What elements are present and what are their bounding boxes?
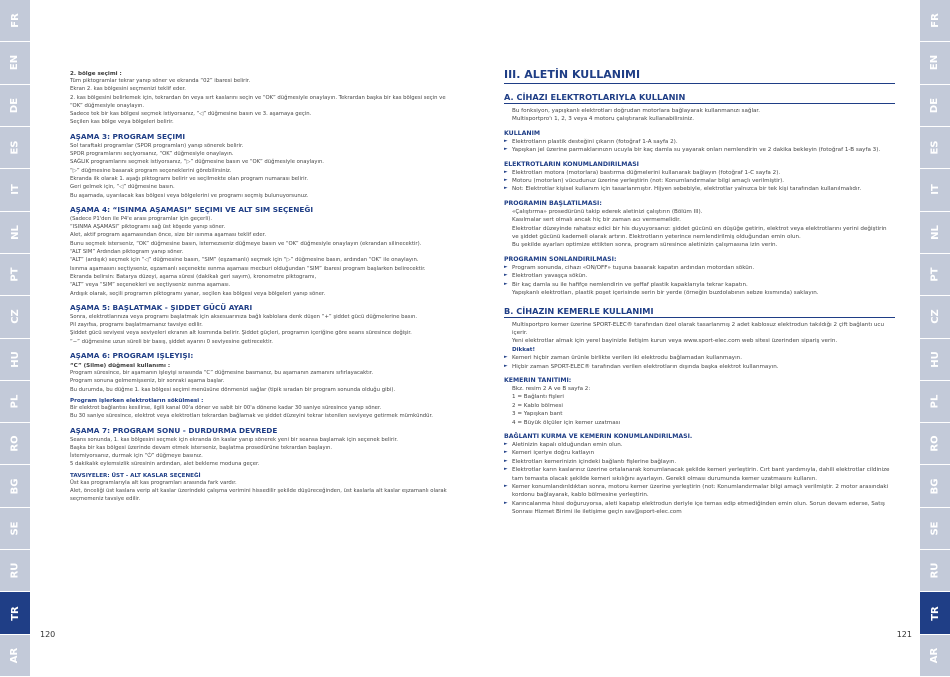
subsection-heading: PROGRAMIN SONLANDIRILMASI: — [504, 255, 617, 263]
language-tab-label: EN — [9, 55, 21, 71]
section-title: AŞAMA 7: PROGRAM SONU - DURDURMA DEVREDE — [70, 425, 278, 435]
paragraph: Geri gelmek için, “◁” düğmesine basın. — [70, 184, 175, 191]
language-tab-ru[interactable] — [920, 550, 950, 592]
paragraph: 3 = Yapışkan bant — [512, 411, 563, 418]
language-tab-label: DE — [9, 97, 21, 113]
bullet-item: ► Motoru (motorları) vücudunuz üzerine yerleştirin (not: Konumlandırmalar bilgi amaçlı verilmiştir). — [504, 177, 895, 185]
language-tab-label: AR — [929, 647, 941, 664]
paragraph: Yeni elektrotlar almak için yerel bayinizle iletişim kurun veya www.sport-elec.com web sitesi üzerinden sipariş verin. — [512, 338, 838, 345]
language-tab-pl[interactable] — [920, 381, 950, 423]
paragraph: İstemiyorsanız, durmak için “⏻” düğmeye basınız. — [70, 453, 203, 460]
section-heading: A. CİHAZI ELEKTROTLARIYLA KULLANIN — [504, 92, 895, 104]
language-tab-es[interactable] — [0, 127, 30, 169]
bullet-item: ► Bir kaç damla su ile hafifçe nemlendirin ve şeffaf plastik kapaklarıyla tekrar kapatın. — [504, 281, 895, 289]
bullet-item: ► Not: Elektrotlar kişisel kullanım için tasarlanmıştır. Hijyen sebebiyle, elektrotlar yalnızca bir tek kişi tarafından kullanılmalıdır. — [504, 185, 895, 193]
language-tab-es[interactable] — [920, 127, 950, 169]
language-tab-label: ES — [929, 140, 941, 155]
language-tab-hu[interactable] — [0, 339, 30, 381]
language-tab-ru[interactable] — [0, 550, 30, 592]
language-tab-cz[interactable] — [0, 296, 30, 338]
bullet-item: ► Program sonunda, cihazı «ON/OFF» tuşuna basarak kapatın ardından motordan sökün. — [504, 264, 895, 272]
bullet-item: ► Kemeri içeriye doğru katlayın — [504, 449, 895, 457]
paragraph: Ekranda ilk olarak 1. aşağı piktogramı belirir ve seçilmekte olan program numarası belirir. — [70, 175, 309, 182]
language-tab-label: FR — [929, 13, 941, 28]
subsection-heading: KULLANIM — [504, 129, 541, 137]
language-tab-label: PL — [9, 394, 21, 409]
language-tab-label: FR — [9, 13, 21, 28]
language-tab-bg[interactable] — [0, 465, 30, 507]
language-tab-label: HU — [9, 350, 21, 368]
paragraph: Bir elektrot bağlantısı kesilirse, ilgili kanal 00'a döner ve sabit bir 00'a dönene kadar 30 saniye süresince yanıp söner. — [70, 404, 382, 411]
paragraph: “ALT” (ardışık) seçmek için “◁” düğmesine basın, “SIM” (eşzamanlı) seçmek için “▷” düğmesine basın, ardından “OK” ile onaylayın. — [70, 257, 419, 264]
paragraph: 4 = Büyük ölçüler için kemer uzatması — [512, 419, 621, 426]
language-tab-label: RO — [9, 435, 21, 452]
language-tab-label: PL — [929, 394, 941, 409]
language-tab-label: TR — [9, 605, 21, 621]
language-tab-label: AR — [9, 647, 21, 664]
language-tab-fr[interactable] — [0, 0, 30, 42]
bullet-item: ► Karıncalanma hissi doğuruyorsa, aleti kapatıp elektrodun deriyle içe temas edip etmediğinden emin olun. Sorun devam ederse, Satış Sonrası Hizmet Birimi ile iletişime geçin sav@sport-elec.com — [504, 500, 895, 517]
paragraph: Tüm piktogramlar tekrar yanıp söner ve ekranda “02” ibaresi belirir. — [70, 78, 251, 84]
language-tab-label: CZ — [9, 309, 21, 325]
right-page — [475, 0, 920, 677]
paragraph: Bkz. resim 2 A ve B sayfa 2: — [512, 385, 591, 392]
language-tab-label: PT — [929, 267, 941, 282]
subheading: “C” (Silme) düğmesi kullanımı : — [70, 363, 171, 370]
left-page-content — [70, 71, 455, 504]
language-tab-label: SE — [929, 521, 941, 536]
language-tab-label: DE — [929, 97, 941, 113]
language-tab-pt[interactable] — [0, 254, 30, 296]
paragraph: Şiddet gücü seviyesi veya seviyeleri ekranın alt kısmında belirir. Şiddet güçleri, programın içeriğine göre seans süresince değişir. — [70, 330, 412, 337]
language-tab-fr[interactable] — [920, 0, 950, 42]
paragraph: “ALT” veya “SIM” seçenekleri ve seçtiyseniz ısınma aşaması. — [70, 282, 231, 289]
language-tab-it[interactable] — [0, 169, 30, 211]
language-tab-nl[interactable] — [0, 212, 30, 254]
left-page — [30, 0, 475, 677]
bullet-item: ► Elektrotları yavaşça sökün. — [504, 272, 895, 280]
paragraph: Program sonuna gelmemişseniz, bir sonraki aşama başlar. — [70, 378, 225, 385]
language-tab-label: EN — [929, 55, 941, 71]
paragraph: Bu 30 saniye süresince, elektrot veya elektrotları tekrardan bağlamak ve şiddet düzeyini tekrar istenilen seviyeye getirmek mümkündür. — [70, 413, 433, 420]
language-tab-tr[interactable] — [0, 592, 30, 634]
bullet-item: ► Aletinizin kapalı olduğundan emin olun. — [504, 441, 895, 449]
bullet-item: ► Yapışkan jel üzerine parmaklarınızın ucuyla bir kaç damla su yayarak onları nemlendirin ve 2 dakika bekleyin (fotoğraf 1-B sayfa 3). — [504, 146, 895, 154]
bullet-item: ► Hiçbir zaman SPORT-ELEC® tarafından verilen elektrotların dışında başka elektrot kullanmayın. — [504, 363, 895, 371]
page-number-right: 121 — [896, 630, 912, 639]
paragraph: «Çalıştırma» prosedürünü takip ederek aletinizi çalıştırın (Bölüm III). — [512, 208, 703, 215]
page-number-left: 120 — [40, 630, 56, 639]
paragraph: Başka bir kas bölgesi üzerinde devam etmek isterseniz, başlatma prosedürüne tekrardan başlayın. — [70, 444, 333, 451]
paragraph: Isınma aşamasını seçtiyseniz, eşzamanlı seçenekte ısınma aşaması mecburi olduğundan “SIM” ibaresi program başlarken belirecektir. — [70, 265, 426, 272]
language-tab-label: BG — [929, 478, 941, 495]
paragraph: (Sadece P1'den ile P4'e arası programlar için geçerli). — [70, 215, 213, 222]
section-title: AŞAMA 4: “ISINMA AŞAMASI” SEÇIMI VE ALT SIM SEÇENEĞI — [70, 204, 314, 214]
subsection-heading: KEMERIN TANITIMI: — [504, 376, 572, 384]
language-tab-label: RU — [9, 562, 21, 579]
paragraph: Ekranda belirsin: Batarya düzeyi, aşama süresi (dakikalı geri sayım), kronometre piktogramı, — [70, 273, 317, 280]
language-tab-label: RU — [929, 562, 941, 579]
paragraph: Yapışkanlı elektrotları, plastik poşet içerisinde serin bir yerde (örneğin buzdolabının sebze kısmında) saklayın. — [512, 290, 819, 297]
language-tab-nl[interactable] — [920, 212, 950, 254]
paragraph: Sol taraftaki programlar (SPOR programları) yanıp sönerek belirir. — [70, 142, 244, 149]
language-tab-label: IT — [9, 184, 21, 196]
main-title: III. ALETİN KULLANIMI — [504, 68, 895, 84]
paragraph: Sadece tek bir kas bölgesi seçmek istiyorsanız, “◁” düğmesine basın ve 3. aşamaya geçin. — [70, 111, 312, 118]
language-tab-label: NL — [9, 224, 21, 240]
language-tab-en[interactable] — [0, 42, 30, 84]
section-title: AŞAMA 3: PROGRAM SEÇIMI — [70, 131, 186, 141]
language-tab-ar[interactable] — [920, 635, 950, 677]
language-tab-label: TR — [929, 605, 941, 621]
language-tab-bg[interactable] — [920, 465, 950, 507]
language-tab-tr[interactable] — [920, 592, 950, 634]
language-tab-ro[interactable] — [0, 423, 30, 465]
bullet-item: ► Elektrotları kemerinizin içindeki bağlantı fişlerine bağlayın. — [504, 458, 895, 466]
language-tab-hu[interactable] — [920, 339, 950, 381]
language-tab-se[interactable] — [0, 508, 30, 550]
paragraph: Seçilen kas bölge veya bölgeleri belirir. — [70, 119, 174, 126]
paragraph: Alet, aktif program aşamasından önce, size bir ısınma aşaması teklif eder. — [70, 232, 267, 239]
language-tab-label: RO — [929, 435, 941, 452]
bullet-item: ► Kemeri hiçbir zaman ürünle birlikte verilen iki elektrodu bağlamadan kullanmayın. — [504, 354, 895, 362]
language-tab-it[interactable] — [920, 169, 950, 211]
paragraph: Kasılmalar sert olmalı ancak hiç bir zaman acı vermemelidir. — [512, 217, 681, 224]
language-tab-label: PT — [9, 267, 21, 282]
paragraph: Multisportpro kemer üzerine SPORT-ELEC® tarafından özel olarak tasarlanmış 2 adet kablosuz elektrodun takıldığı 2 çift bağlantı ucu içerir. — [512, 321, 885, 336]
language-tab-pt[interactable] — [920, 254, 950, 296]
paragraph: Alet, önceliği üst kaslara verip alt kaslar üzerindeki çalışma verimini hissedilir şekilde düşüreceğinden, üst kaslarla alt kaslar eşzamanlı olarak seçmemeniz tavsiye edilir. — [70, 487, 447, 503]
paragraph: 2 = Kablo bölmesi — [512, 402, 563, 409]
paragraph: Program süresince, bir aşamanın işleyişi sırasında “C” düğmesine basmanız, bu aşamanın zamanını sıfırlayacaktır. — [70, 370, 374, 377]
language-tab-cz[interactable] — [920, 296, 950, 338]
subsection-heading: BAĞLANTI KURMA VE KEMERIN KONUMLANDIRILMASI. — [504, 432, 693, 440]
bullet-item: ► Elektrotları motora (motorlara) bastırma düğmelerini kullanarak bağlayın (fotoğraf 1-C sayfa 2). — [504, 169, 895, 177]
bullet-item: ► Kemer konumlandırıldıktan sonra, motoru kemer üzerine yerleştirin (not: Konumlandırmalar bilgi amaçlı verilmiştir. 2 motor arasındaki kordonu bağlayarak, kablo bölmesine yerleştirin. — [504, 483, 895, 500]
paragraph: Pil zayıfsa, programı başlatmamanız tavsiye edilir. — [70, 322, 203, 329]
language-tab-label: SE — [9, 521, 21, 536]
bullet-item: ► Elektrotların plastik desteğini çıkarın (fotoğraf 1-A sayfa 2). — [504, 138, 895, 146]
paragraph: Bu şekilde ayarları optimize ettikten sonra, program süresince aletinizin çalışmasına izin verin. — [512, 242, 778, 249]
paragraph: Üst kas programlarıyla alt kas programları arasında fark vardır. — [70, 479, 237, 486]
paragraph: Elektrotlar düzeyinde rahatsız edici bir his duyuyorsanız: şiddet gücünü en düşüğe getirin, elektrot veya elektrotlarını yerini değiştirin ve şiddet gücünü kademeli olarak artırın. Elektrotların yeterince nemlendirilmiş olduğundan emin olun. — [512, 225, 887, 241]
paragraph: SPOR programlarını seçiyorsanız, “OK” düğmesiyle onaylayın. — [70, 151, 234, 158]
paragraph: “−” düğmesine uzun süreli bir basış, şiddet ayarını 0 seviyesine getirecektir. — [70, 338, 273, 345]
paragraph: Seans sonunda, 1. kas bölgesini seçmek için ekranda ön kaslar yanıp sönerek yeni bir seansa başlamak için seçenek belirir. — [70, 436, 398, 443]
paragraph: “ISINMA AŞAMASI” piktogramı sağ üst köşede yanıp söner. — [70, 224, 226, 231]
language-tab-label: IT — [929, 184, 941, 196]
subheading: Program işlerken elektrotların sökülmesi : — [70, 397, 204, 404]
language-tab-en[interactable] — [920, 42, 950, 84]
language-tab-ar[interactable] — [0, 635, 30, 677]
language-tab-label: NL — [929, 224, 941, 240]
paragraph: Dikkat! — [512, 346, 536, 353]
subsection-heading: PROGRAMIN BAŞLATILMASI: — [504, 199, 602, 207]
bullet-item: ► Elektrotlar karın kaslarınız üzerine ortalanarak konumlanacak şekilde kemeri yerleştirin. Cırt bant yardımıyla, dahili elektrotlar cildinize tam temasta olacak şekilde kemeri sıkılığını ayarlayın. Gerekli olması durumunda kemer uzatmasını kullanın. — [504, 466, 895, 483]
language-tabs-left — [0, 0, 30, 677]
subheading: 2. bölge seçimi : — [70, 71, 122, 77]
section-title: AŞAMA 6: PROGRAM IŞLEYIŞI: — [70, 351, 194, 361]
right-page-content — [504, 92, 895, 517]
paragraph: “▷” düğmesine basarak program seçeneklerini görebilirsiniz. — [70, 167, 232, 174]
language-tab-pl[interactable] — [0, 381, 30, 423]
subheading: TAVSIYELER: ÜST - ALT KASLAR SEÇENEĞİ — [70, 472, 201, 479]
paragraph: 5 dakikalık eylemsizlik süresinin ardından, alet bekleme moduna geçer. — [70, 461, 260, 468]
language-tab-label: ES — [9, 140, 21, 155]
paragraph: Multisportpro'ı 1, 2, 3 veya 4 motoru çalıştırarak kullanabilirsiniz. — [512, 116, 695, 123]
section-title: AŞAMA 5: BAŞLATMAK - ŞIDDET GÜCÜ AYARI — [70, 302, 253, 312]
paragraph: Bu aşamada, uyarılacak kas bölgesi veya bölgelerini ve programı seçmiş bulunuyorsunuz. — [70, 192, 309, 199]
language-tabs-right — [920, 0, 950, 677]
paragraph: Sonra, elektrotlarınıza veya programı başlatmak için aksesuarınıza bağlı kablolara denk düşen “+” şiddet gücü düğmelerine basın. — [70, 313, 418, 320]
paragraph: Ardışık olarak, seçili programın piktogramı yanar, seçilen kas bölgesi veya bölgeleri yanıp söner. — [70, 290, 326, 297]
paragraph: Bu durumda, bu düğme 1. kas bölgesi seçimi menüsüne dönmenizi sağlar (tipik sıradan bir program sonunda olduğu gibi). — [70, 386, 396, 393]
paragraph: SAĞLIK programlarını seçmek istiyorsanız, “▷” düğmesine basın ve “OK” düğmesiyle onaylayın. — [70, 159, 324, 166]
language-tab-de[interactable] — [0, 85, 30, 127]
paragraph: “ALT SIM” Ardından piktogram yanıp söner. — [70, 249, 184, 256]
paragraph: Bunu seçmek isterseniz, “OK” düğmesine basın, istemezseniz düğmeye basın ve “OK” düğmesiyle onaylayın (ekrandan silinecektir). — [70, 240, 422, 247]
language-tab-label: HU — [929, 350, 941, 368]
language-tab-ro[interactable] — [920, 423, 950, 465]
paragraph: Bu fonksiyon, yapışkanlı elektrotları doğrudan motorlara bağlayarak kullanmanızı sağlar. — [512, 108, 760, 114]
paragraph: 2. kas bölgesini belirlemek için, tekrardan ön veya sırt kaslarını seçin ve “OK” düğmesiyle onaylayın. Tekrardan başka bir kas bölgesi seçin ve “OK” düğmesiyle onaylayın. — [70, 94, 446, 109]
language-tab-se[interactable] — [920, 508, 950, 550]
paragraph: 1 = Bağlantı fişleri — [512, 394, 564, 401]
section-heading: B. CİHAZIN KEMERLE KULLANIMI — [504, 306, 895, 318]
subsection-heading: ELEKTROTLARIN KONUMLANDIRILMASI — [504, 160, 639, 168]
language-tab-label: CZ — [929, 309, 941, 325]
language-tab-de[interactable] — [920, 85, 950, 127]
language-tab-label: BG — [9, 478, 21, 495]
paragraph: Ekran 2. kas bölgesini seçmenizi teklif eder. — [70, 86, 186, 93]
